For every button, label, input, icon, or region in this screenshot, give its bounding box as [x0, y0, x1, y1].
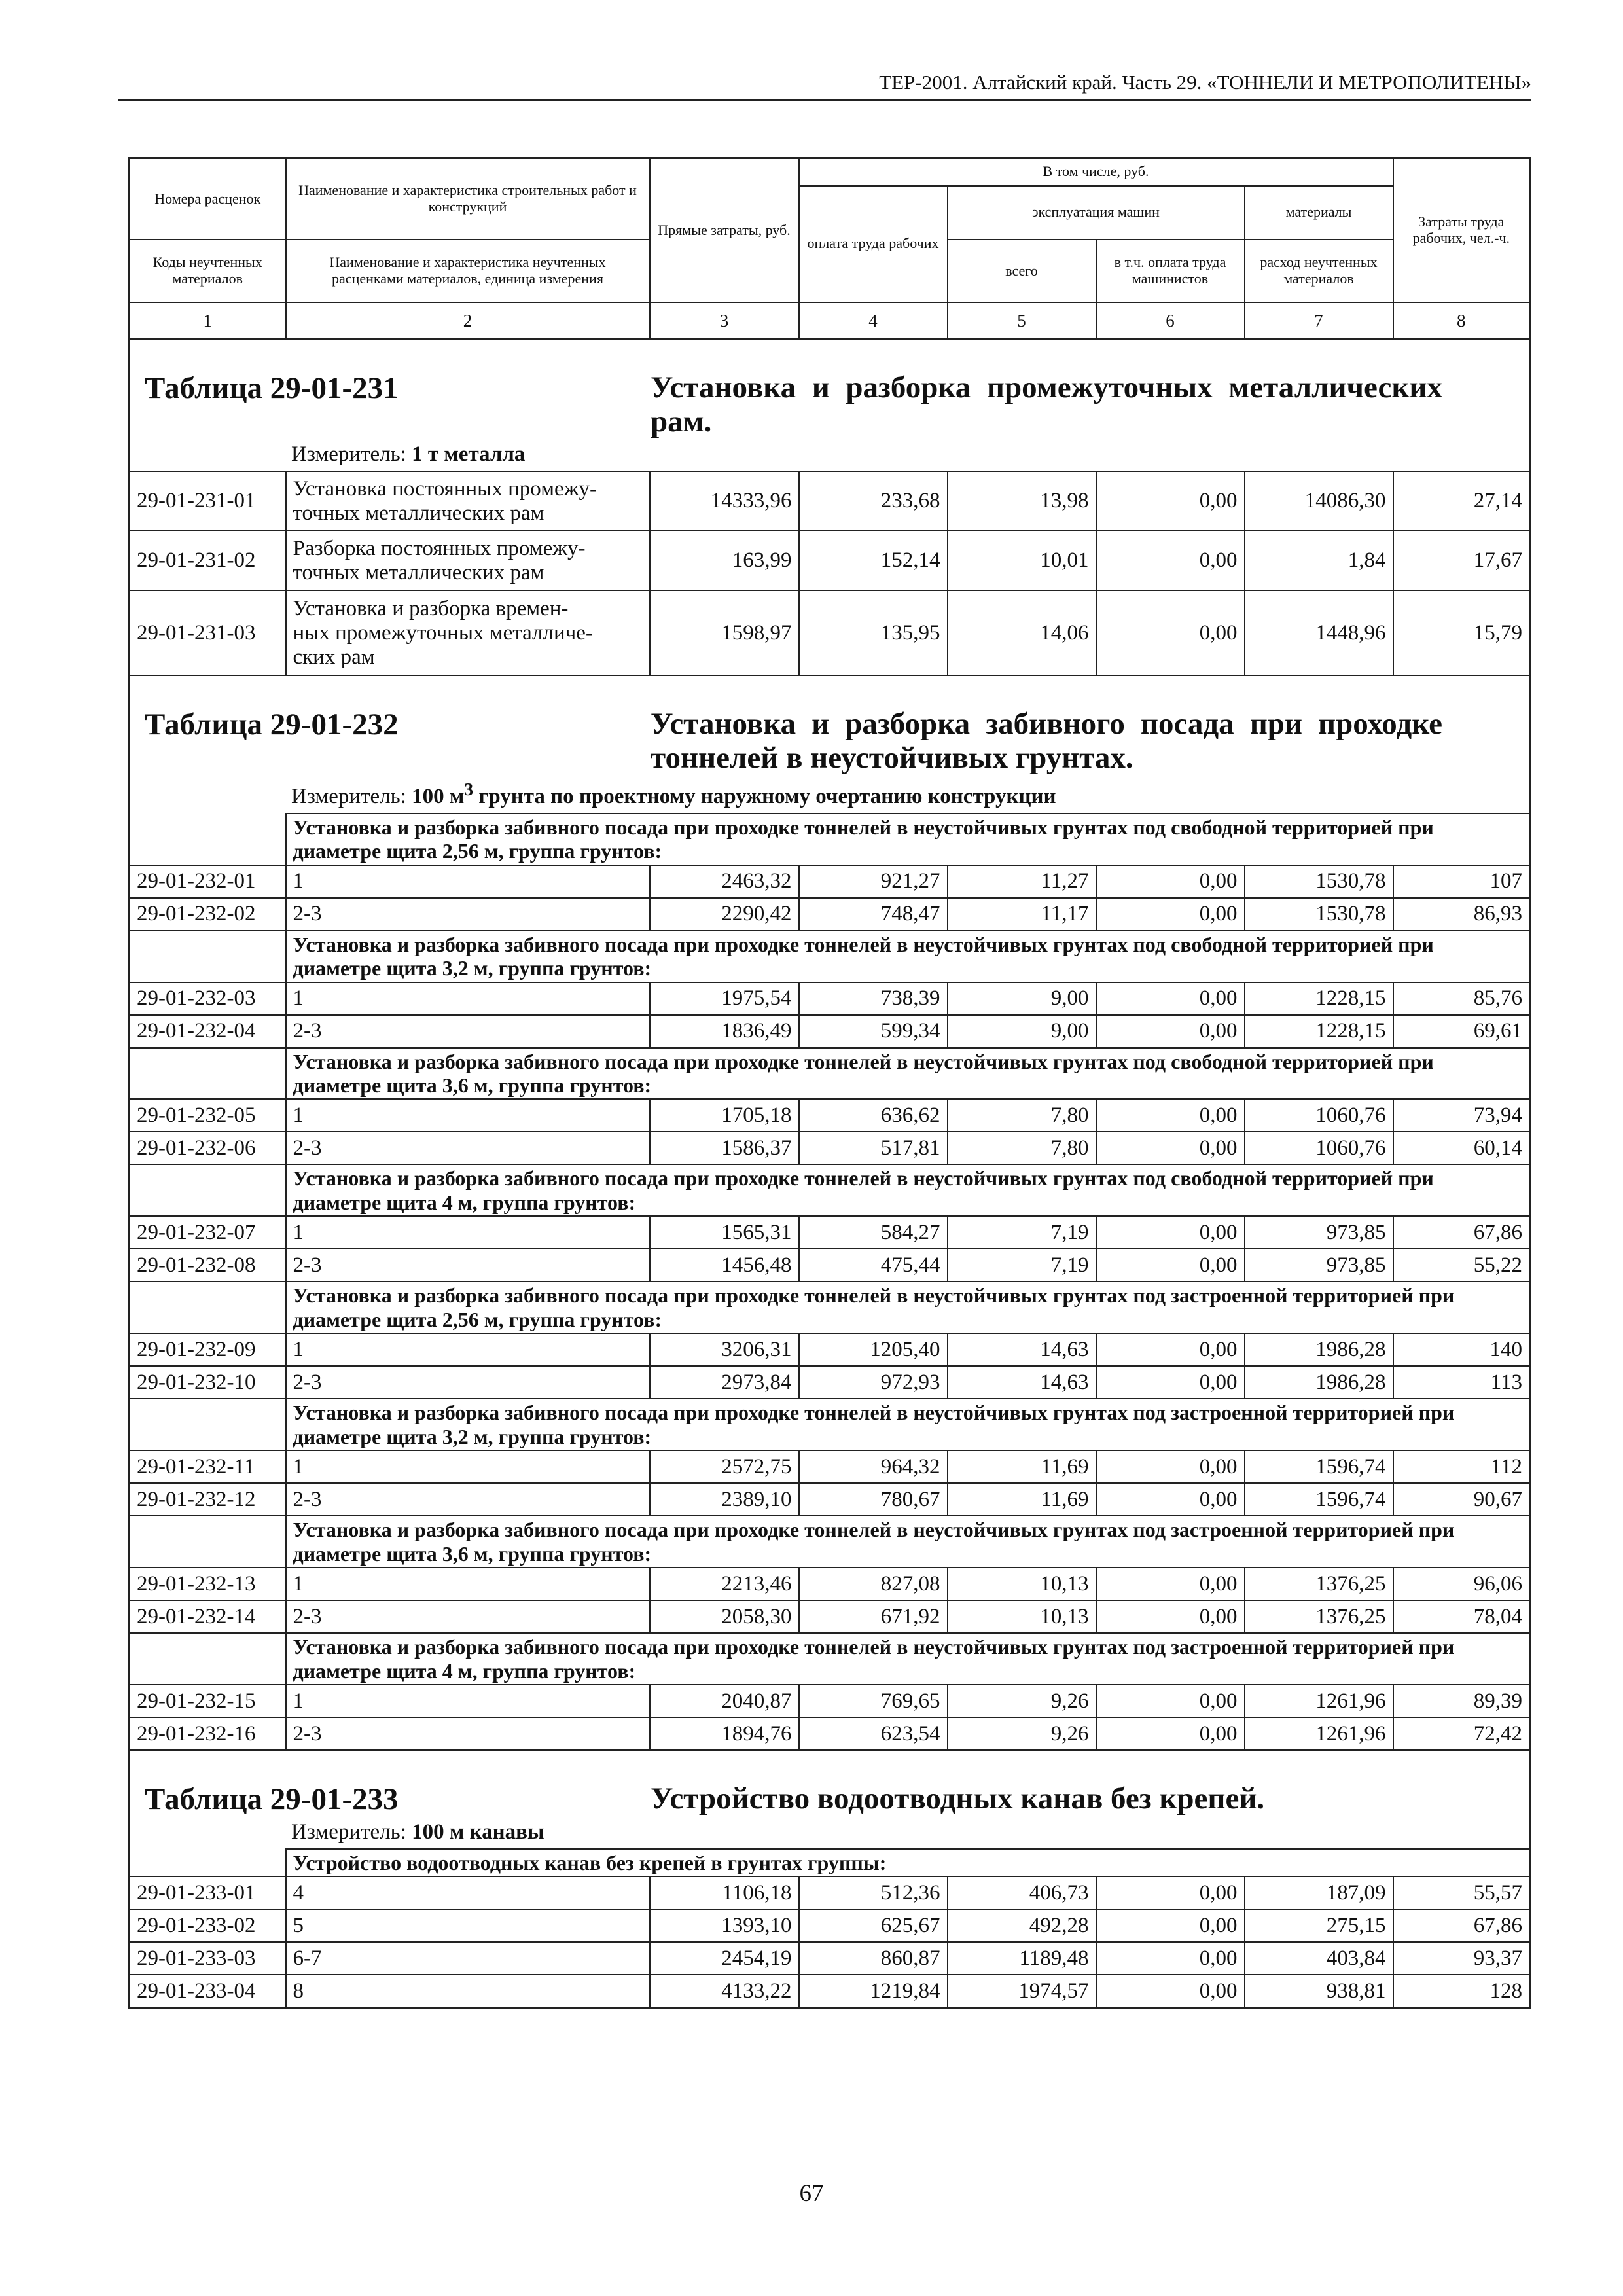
- table-row: [130, 1450, 1530, 1483]
- measure-superscript: 3: [464, 778, 474, 799]
- value-c7: 1596,74: [1245, 1450, 1393, 1483]
- value-c5: 9,26: [948, 1717, 1096, 1750]
- soil-group: 1: [286, 1685, 650, 1717]
- table-title-row: [130, 675, 1530, 813]
- value-c5: 406,73: [948, 1876, 1096, 1909]
- group-heading-row: [130, 1282, 1530, 1333]
- value-c3: 4133,22: [650, 1975, 799, 2007]
- soil-group: 2-3: [286, 1483, 650, 1516]
- value-c5: 7,19: [948, 1249, 1096, 1282]
- value-c4: 517,81: [799, 1132, 948, 1164]
- value-c3: 2290,42: [650, 898, 799, 931]
- rate-code: 29-01-232-10: [130, 1366, 286, 1399]
- value-c8: 17,67: [1393, 531, 1530, 590]
- table-caption: Устройство водоотводных канав без крепей.: [651, 1782, 1265, 1816]
- value-c7: 973,85: [1245, 1249, 1393, 1282]
- value-c5: 9,00: [948, 982, 1096, 1015]
- value-c3: 1836,49: [650, 1015, 799, 1048]
- value-c5: 7,80: [948, 1132, 1096, 1164]
- value-c8: 86,93: [1393, 898, 1530, 931]
- value-c5: 11,69: [948, 1450, 1096, 1483]
- value-c3: 1456,48: [650, 1249, 799, 1282]
- value-c7: 403,84: [1245, 1942, 1393, 1975]
- value-c5: 10,01: [948, 531, 1096, 590]
- value-c7: 1,84: [1245, 531, 1393, 590]
- group-heading-spacer: [130, 814, 286, 865]
- column-numbers-row: [130, 302, 1530, 339]
- value-c8: 55,22: [1393, 1249, 1530, 1282]
- soil-group: 2-3: [286, 1132, 650, 1164]
- rate-code: 29-01-232-14: [130, 1600, 286, 1633]
- value-c6: 0,00: [1096, 865, 1245, 898]
- table-row: [130, 1249, 1530, 1282]
- rate-code: 29-01-232-06: [130, 1132, 286, 1164]
- table-row: [130, 865, 1530, 898]
- measure-unit: [291, 780, 1529, 813]
- value-c5: 14,63: [948, 1366, 1096, 1399]
- col-head-labor-hours: Затраты труда рабочих, чел.-ч.: [1393, 158, 1530, 303]
- value-c4: 1219,84: [799, 1975, 948, 2007]
- value-c6: 0,00: [1096, 1132, 1245, 1164]
- table-row: [130, 590, 1530, 675]
- group-heading-row: [130, 1849, 1530, 1876]
- value-c3: 14333,96: [650, 471, 799, 531]
- table-title-cell: [130, 339, 1530, 471]
- value-c6: 0,00: [1096, 1099, 1245, 1132]
- value-c8: 67,86: [1393, 1909, 1530, 1942]
- value-c8: 85,76: [1393, 982, 1530, 1015]
- value-c4: 1205,40: [799, 1333, 948, 1366]
- value-c5: 11,17: [948, 898, 1096, 931]
- value-c6: 0,00: [1096, 898, 1245, 931]
- work-name: [286, 471, 650, 531]
- running-header: ТЕР-2001. Алтайский край. Часть 29. «ТОННЕЛИ И МЕТРОПОЛИТЕНЫ»: [118, 71, 1531, 101]
- value-c7: 1060,76: [1245, 1132, 1393, 1164]
- column-number: 5: [948, 302, 1096, 339]
- table-row: [130, 1717, 1530, 1750]
- group-heading-spacer: [130, 1516, 286, 1568]
- soil-group: 1: [286, 1333, 650, 1366]
- value-c3: 2454,19: [650, 1942, 799, 1975]
- measure-value-rest: грунта по проектному наружному очертанию конструкции: [473, 784, 1056, 808]
- value-c4: 512,36: [799, 1876, 948, 1909]
- value-c5: 9,00: [948, 1015, 1096, 1048]
- table-row: [130, 1333, 1530, 1366]
- value-c7: 187,09: [1245, 1876, 1393, 1909]
- table-title-cell: [130, 1750, 1530, 1849]
- value-c8: 72,42: [1393, 1717, 1530, 1750]
- soil-group: 8: [286, 1975, 650, 2007]
- value-c6: 0,00: [1096, 1568, 1245, 1600]
- value-c6: 0,00: [1096, 1909, 1245, 1942]
- table-row: [130, 1975, 1530, 2007]
- column-number: 4: [799, 302, 948, 339]
- value-c4: 748,47: [799, 898, 948, 931]
- col-head-code-bottom: Коды неучтенных материалов: [130, 240, 286, 302]
- soil-group: 1: [286, 1568, 650, 1600]
- rate-code: 29-01-232-11: [130, 1450, 286, 1483]
- value-c4: 780,67: [799, 1483, 948, 1516]
- table-title: [130, 1751, 1529, 1848]
- value-c8: 96,06: [1393, 1568, 1530, 1600]
- value-c7: 1530,78: [1245, 898, 1393, 931]
- measure-label: Измеритель:: [291, 442, 406, 467]
- value-c4: 964,32: [799, 1450, 948, 1483]
- value-c6: 0,00: [1096, 471, 1245, 531]
- value-c5: 14,06: [948, 590, 1096, 675]
- value-c6: 0,00: [1096, 1685, 1245, 1717]
- soil-group: 2-3: [286, 898, 650, 931]
- work-name: [286, 590, 650, 675]
- group-heading-spacer: [130, 931, 286, 982]
- value-c7: 973,85: [1245, 1216, 1393, 1249]
- group-heading: Установка и разборка забивного посада при проходке тоннелей в неустойчивых грунтах под свободной территорией при диаметре щита 4 м, группа грунтов:: [286, 1164, 1530, 1216]
- value-c7: 1376,25: [1245, 1600, 1393, 1633]
- col-head-unaccounted-materials: расход неучтенных материалов: [1245, 240, 1393, 302]
- column-number: 3: [650, 302, 799, 339]
- value-c4: 135,95: [799, 590, 948, 675]
- table-title-row: [130, 1750, 1530, 1849]
- group-heading-row: [130, 931, 1530, 982]
- measure-unit: [291, 442, 1529, 471]
- value-c6: 0,00: [1096, 1216, 1245, 1249]
- rate-code: 29-01-233-02: [130, 1909, 286, 1942]
- work-name-line: Установка постоянных промежу-: [293, 476, 597, 501]
- value-c7: 1060,76: [1245, 1099, 1393, 1132]
- work-name-line: точных металлических рам: [293, 560, 544, 584]
- measure-label: Измеритель:: [291, 784, 406, 808]
- work-name-line: ных промежуточных металличе-: [293, 620, 593, 645]
- rate-code: 29-01-232-01: [130, 865, 286, 898]
- col-head-worker-pay: оплата труда рабочих: [799, 186, 948, 303]
- value-c5: 11,69: [948, 1483, 1096, 1516]
- value-c3: 2463,32: [650, 865, 799, 898]
- value-c4: 623,54: [799, 1717, 948, 1750]
- table-row: [130, 1942, 1530, 1975]
- table-row: [130, 1132, 1530, 1164]
- soil-group: 2-3: [286, 1717, 650, 1750]
- group-heading-row: [130, 1164, 1530, 1216]
- value-c4: 769,65: [799, 1685, 948, 1717]
- table-row: [130, 1099, 1530, 1132]
- rate-code: 29-01-232-15: [130, 1685, 286, 1717]
- rate-code: 29-01-232-13: [130, 1568, 286, 1600]
- value-c8: 55,57: [1393, 1876, 1530, 1909]
- group-heading-spacer: [130, 1282, 286, 1333]
- table-row: [130, 1568, 1530, 1600]
- group-heading-row: [130, 1048, 1530, 1100]
- value-c5: 14,63: [948, 1333, 1096, 1366]
- value-c3: 1586,37: [650, 1132, 799, 1164]
- measure-value-text: 1 т металла: [412, 442, 526, 467]
- measure-unit: [291, 1820, 1529, 1848]
- value-c5: 13,98: [948, 471, 1096, 531]
- value-c3: 2389,10: [650, 1483, 799, 1516]
- value-c4: 636,62: [799, 1099, 948, 1132]
- group-heading: Установка и разборка забивного посада при проходке тоннелей в неустойчивых грунтах под свободной территорией при диаметре щита 3,2 м, группа грунтов:: [286, 931, 1530, 982]
- measure-value: [412, 778, 1056, 808]
- column-number: 8: [1393, 302, 1530, 339]
- group-heading-spacer: [130, 1849, 286, 1876]
- value-c5: 10,13: [948, 1600, 1096, 1633]
- soil-group: 1: [286, 982, 650, 1015]
- value-c7: 1596,74: [1245, 1483, 1393, 1516]
- group-heading: Установка и разборка забивного посада при проходке тоннелей в неустойчивых грунтах под свободной территорией при диаметре щита 2,56 м, группа грунтов:: [286, 814, 1530, 865]
- value-c3: 3206,31: [650, 1333, 799, 1366]
- table-row: [130, 531, 1530, 590]
- value-c4: 972,93: [799, 1366, 948, 1399]
- col-head-including: В том числе, руб.: [799, 158, 1393, 186]
- soil-group: 5: [286, 1909, 650, 1942]
- value-c3: 2213,46: [650, 1568, 799, 1600]
- work-name-line: Установка и разборка времен-: [293, 596, 569, 620]
- table-row: [130, 982, 1530, 1015]
- value-c6: 0,00: [1096, 982, 1245, 1015]
- value-c3: 1393,10: [650, 1909, 799, 1942]
- value-c3: 2058,30: [650, 1600, 799, 1633]
- group-heading-spacer: [130, 1164, 286, 1216]
- value-c6: 0,00: [1096, 531, 1245, 590]
- table-row: [130, 1015, 1530, 1048]
- value-c7: 1986,28: [1245, 1366, 1393, 1399]
- value-c8: 67,86: [1393, 1216, 1530, 1249]
- soil-group: 2-3: [286, 1249, 650, 1282]
- value-c8: 90,67: [1393, 1483, 1530, 1516]
- value-c6: 0,00: [1096, 1483, 1245, 1516]
- value-c6: 0,00: [1096, 1450, 1245, 1483]
- soil-group: 6-7: [286, 1942, 650, 1975]
- group-heading: Установка и разборка забивного посада при проходке тоннелей в неустойчивых грунтах под застроенной территорией при диаметре щита 2,56 м, группа грунтов:: [286, 1282, 1530, 1333]
- value-c7: 1986,28: [1245, 1333, 1393, 1366]
- value-c8: 69,61: [1393, 1015, 1530, 1048]
- work-name-line: точных металлических рам: [293, 501, 544, 525]
- rate-code: 29-01-231-01: [130, 471, 286, 531]
- price-table: [128, 157, 1531, 2009]
- rate-code: 29-01-233-03: [130, 1942, 286, 1975]
- table-row: [130, 1216, 1530, 1249]
- table-caption: Установка и разборка промежуточных металлических рам.: [651, 370, 1442, 439]
- value-c4: 475,44: [799, 1249, 948, 1282]
- value-c4: 233,68: [799, 471, 948, 531]
- table-row: [130, 1483, 1530, 1516]
- group-heading-row: [130, 1399, 1530, 1450]
- rate-code: 29-01-233-01: [130, 1876, 286, 1909]
- page-number: 67: [799, 2180, 824, 2207]
- value-c6: 0,00: [1096, 1717, 1245, 1750]
- value-c5: 1189,48: [948, 1942, 1096, 1975]
- measure-value-text: 100 м: [412, 784, 465, 808]
- value-c7: 1261,96: [1245, 1717, 1393, 1750]
- value-c8: 128: [1393, 1975, 1530, 2007]
- table-row: [130, 1876, 1530, 1909]
- col-head-direct-costs: Прямые затраты, руб.: [650, 158, 799, 303]
- group-heading-row: [130, 1633, 1530, 1685]
- value-c3: 1598,97: [650, 590, 799, 675]
- value-c8: 140: [1393, 1333, 1530, 1366]
- group-heading: Установка и разборка забивного посада при проходке тоннелей в неустойчивых грунтах под застроенной территорией при диаметре щита 4 м, группа грунтов:: [286, 1633, 1530, 1685]
- value-c4: 599,34: [799, 1015, 948, 1048]
- soil-group: 2-3: [286, 1015, 650, 1048]
- value-c8: 107: [1393, 865, 1530, 898]
- value-c6: 0,00: [1096, 1876, 1245, 1909]
- soil-group: 2-3: [286, 1600, 650, 1633]
- col-head-machines: эксплуатация машин: [948, 186, 1245, 240]
- value-c3: 2572,75: [650, 1450, 799, 1483]
- table-row: [130, 471, 1530, 531]
- value-c6: 0,00: [1096, 1975, 1245, 2007]
- value-c5: 9,26: [948, 1685, 1096, 1717]
- group-heading-row: [130, 1516, 1530, 1568]
- group-heading-row: [130, 814, 1530, 865]
- rate-code: 29-01-232-02: [130, 898, 286, 931]
- value-c8: 73,94: [1393, 1099, 1530, 1132]
- group-heading: Установка и разборка забивного посада при проходке тоннелей в неустойчивых грунтах под свободной территорией при диаметре щита 3,6 м, группа грунтов:: [286, 1048, 1530, 1100]
- table-row: [130, 898, 1530, 931]
- table-number: Таблица 29-01-231: [145, 371, 399, 405]
- value-c6: 0,00: [1096, 1015, 1245, 1048]
- col-head-name-bottom: Наименование и характеристика неучтенных расценками материалов, единица измерения: [286, 240, 650, 302]
- value-c3: 1565,31: [650, 1216, 799, 1249]
- value-c7: 1448,96: [1245, 590, 1393, 675]
- rate-code: 29-01-232-03: [130, 982, 286, 1015]
- rate-code: 29-01-232-09: [130, 1333, 286, 1366]
- column-number: 1: [130, 302, 286, 339]
- value-c4: 152,14: [799, 531, 948, 590]
- value-c6: 0,00: [1096, 1600, 1245, 1633]
- measure-value: [412, 442, 525, 466]
- measure-value-text: 100 м канавы: [412, 1820, 544, 1844]
- col-head-machinist-pay: в т.ч. оплата труда машинистов: [1096, 240, 1245, 302]
- value-c7: 1261,96: [1245, 1685, 1393, 1717]
- value-c5: 1974,57: [948, 1975, 1096, 2007]
- table-row: [130, 1909, 1530, 1942]
- value-c5: 7,80: [948, 1099, 1096, 1132]
- soil-group: 4: [286, 1876, 650, 1909]
- value-c3: 1705,18: [650, 1099, 799, 1132]
- value-c3: 1894,76: [650, 1717, 799, 1750]
- value-c3: 1106,18: [650, 1876, 799, 1909]
- group-heading-spacer: [130, 1048, 286, 1100]
- table-title-row: [130, 339, 1530, 471]
- value-c4: 738,39: [799, 982, 948, 1015]
- value-c8: 89,39: [1393, 1685, 1530, 1717]
- value-c6: 0,00: [1096, 1366, 1245, 1399]
- value-c8: 27,14: [1393, 471, 1530, 531]
- table-row: [130, 1600, 1530, 1633]
- table-title: [130, 676, 1529, 812]
- work-name: [286, 531, 650, 590]
- col-head-machines-total: всего: [948, 240, 1096, 302]
- soil-group: 2-3: [286, 1366, 650, 1399]
- value-c8: 113: [1393, 1366, 1530, 1399]
- rate-code: 29-01-233-04: [130, 1975, 286, 2007]
- value-c7: 938,81: [1245, 1975, 1393, 2007]
- value-c4: 921,27: [799, 865, 948, 898]
- column-number: 2: [286, 302, 650, 339]
- table-body: [130, 302, 1530, 2007]
- rate-code: 29-01-232-04: [130, 1015, 286, 1048]
- value-c8: 112: [1393, 1450, 1530, 1483]
- value-c8: 78,04: [1393, 1600, 1530, 1633]
- value-c6: 0,00: [1096, 1942, 1245, 1975]
- table-header: [130, 158, 1530, 303]
- soil-group: 1: [286, 1099, 650, 1132]
- rate-code: 29-01-232-12: [130, 1483, 286, 1516]
- table-caption: Установка и разборка забивного посада при проходке тоннелей в неустойчивых грунтах.: [651, 707, 1442, 776]
- value-c7: 1530,78: [1245, 865, 1393, 898]
- value-c8: 60,14: [1393, 1132, 1530, 1164]
- value-c7: 1376,25: [1245, 1568, 1393, 1600]
- value-c5: 10,13: [948, 1568, 1096, 1600]
- value-c7: 275,15: [1245, 1909, 1393, 1942]
- value-c7: 1228,15: [1245, 982, 1393, 1015]
- rate-code: 29-01-232-05: [130, 1099, 286, 1132]
- soil-group: 1: [286, 865, 650, 898]
- soil-group: 1: [286, 1450, 650, 1483]
- group-heading: Установка и разборка забивного посада при проходке тоннелей в неустойчивых грунтах под застроенной территорией при диаметре щита 3,2 м, группа грунтов:: [286, 1399, 1530, 1450]
- table-number: Таблица 29-01-232: [145, 708, 399, 742]
- value-c4: 671,92: [799, 1600, 948, 1633]
- table-row: [130, 1685, 1530, 1717]
- rate-code: 29-01-231-03: [130, 590, 286, 675]
- rate-code: 29-01-232-07: [130, 1216, 286, 1249]
- value-c4: 827,08: [799, 1568, 948, 1600]
- value-c5: 7,19: [948, 1216, 1096, 1249]
- table-title: [130, 340, 1529, 471]
- value-c3: 2040,87: [650, 1685, 799, 1717]
- column-number: 6: [1096, 302, 1245, 339]
- value-c6: 0,00: [1096, 1333, 1245, 1366]
- soil-group: 1: [286, 1216, 650, 1249]
- value-c5: 11,27: [948, 865, 1096, 898]
- value-c3: 2973,84: [650, 1366, 799, 1399]
- value-c3: 1975,54: [650, 982, 799, 1015]
- work-name-line: Разборка постоянных промежу-: [293, 536, 586, 560]
- value-c4: 584,27: [799, 1216, 948, 1249]
- measure-value: [412, 1820, 544, 1844]
- group-heading-spacer: [130, 1633, 286, 1685]
- value-c4: 625,67: [799, 1909, 948, 1942]
- value-c7: 14086,30: [1245, 471, 1393, 531]
- group-heading-spacer: [130, 1399, 286, 1450]
- table-number: Таблица 29-01-233: [145, 1782, 399, 1817]
- col-head-code-top: Номера расценок: [130, 158, 286, 240]
- measure-label: Измеритель:: [291, 1820, 406, 1844]
- rate-code: 29-01-232-08: [130, 1249, 286, 1282]
- work-name-line: ских рам: [293, 645, 375, 669]
- value-c7: 1228,15: [1245, 1015, 1393, 1048]
- col-head-materials: материалы: [1245, 186, 1393, 240]
- group-heading: Устройство водоотводных канав без крепей в грунтах группы:: [286, 1849, 1530, 1876]
- value-c4: 860,87: [799, 1942, 948, 1975]
- value-c6: 0,00: [1096, 1249, 1245, 1282]
- value-c5: 492,28: [948, 1909, 1096, 1942]
- rate-code: 29-01-232-16: [130, 1717, 286, 1750]
- group-heading: Установка и разборка забивного посада при проходке тоннелей в неустойчивых грунтах под застроенной территорией при диаметре щита 3,6 м, группа грунтов:: [286, 1516, 1530, 1568]
- value-c8: 93,37: [1393, 1942, 1530, 1975]
- value-c3: 163,99: [650, 531, 799, 590]
- value-c8: 15,79: [1393, 590, 1530, 675]
- col-head-name-top: Наименование и характеристика строительных работ и конструкций: [286, 158, 650, 240]
- table-title-cell: [130, 675, 1530, 813]
- column-number: 7: [1245, 302, 1393, 339]
- value-c6: 0,00: [1096, 590, 1245, 675]
- rate-code: 29-01-231-02: [130, 531, 286, 590]
- table-row: [130, 1366, 1530, 1399]
